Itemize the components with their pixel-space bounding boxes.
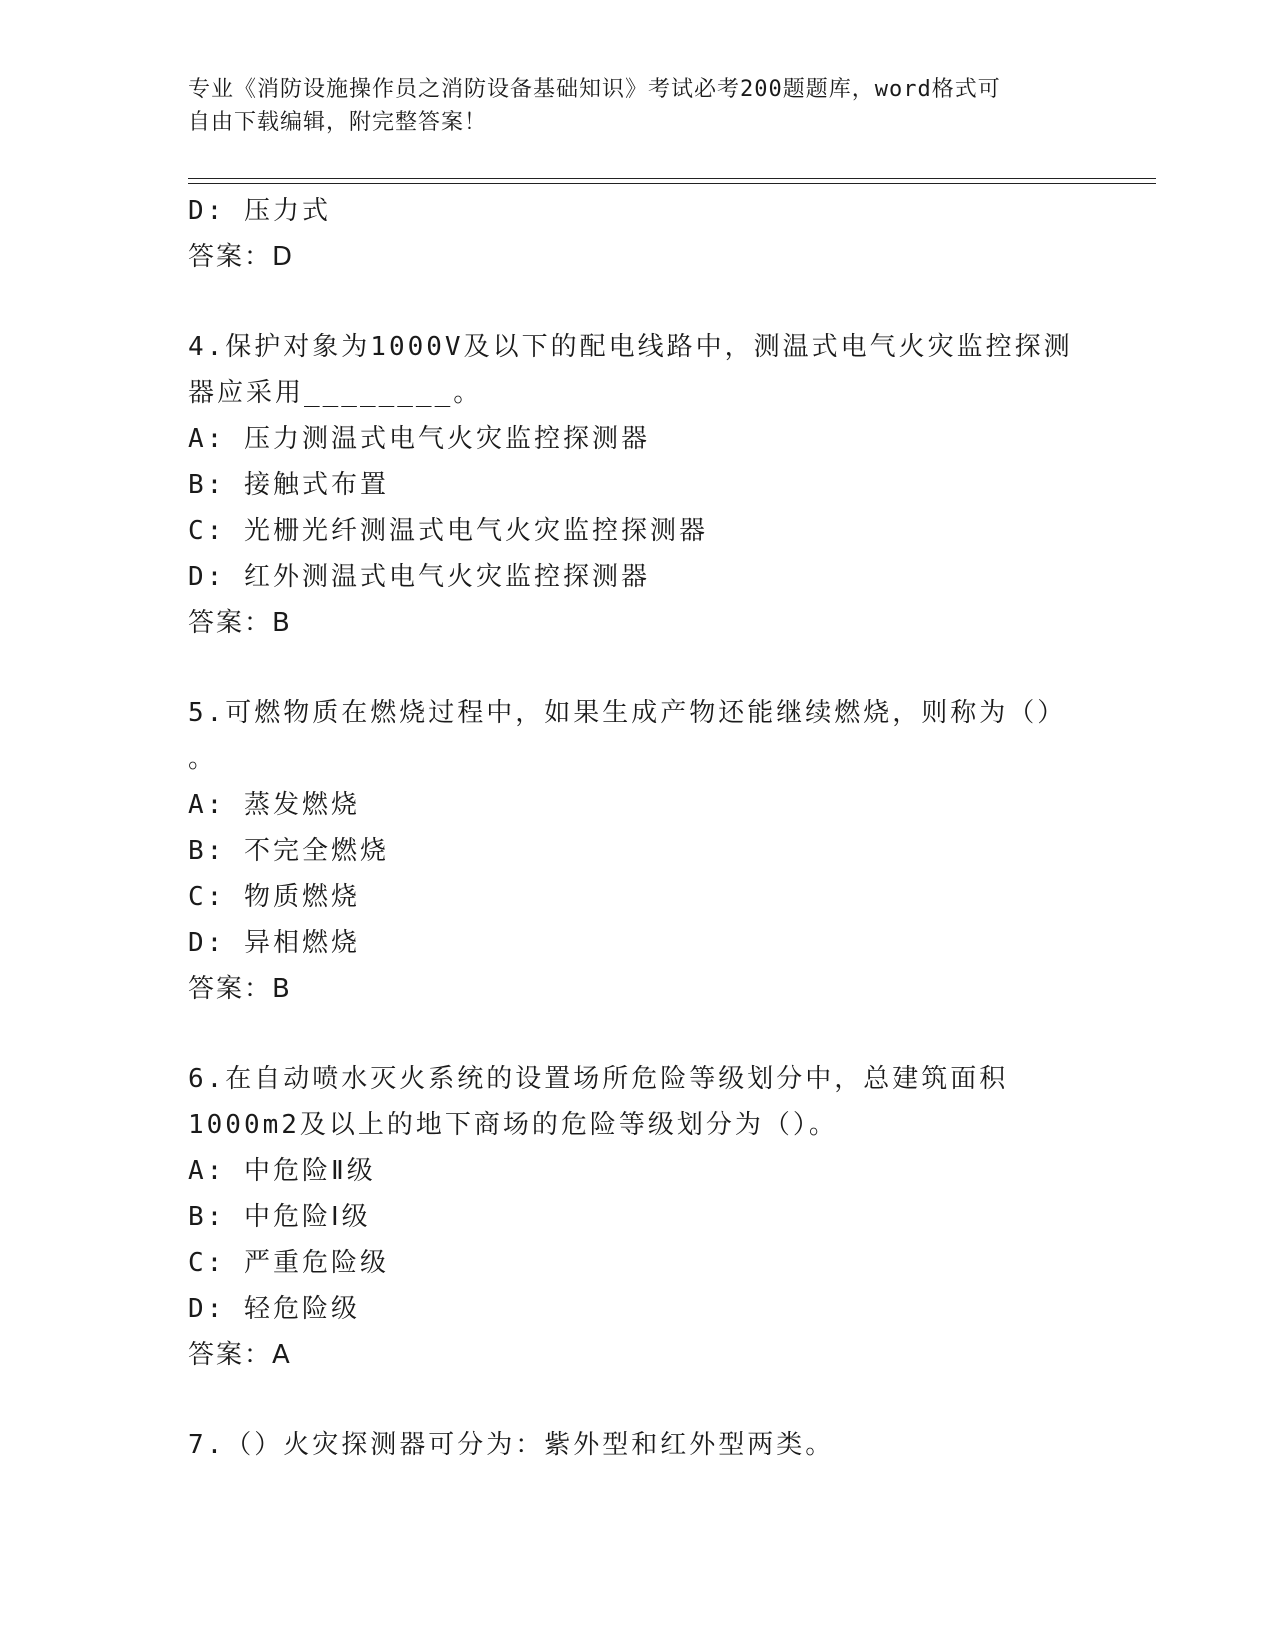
question-stem-line-2: 器应采用________。 [188,378,483,408]
option-a: A: 蒸发燃烧 [188,790,360,820]
header-divider-bottom [188,183,1156,184]
question-4 [188,324,1088,646]
header-divider-top [188,178,1156,179]
question-7 [188,1422,1088,1468]
option-d: D: 红外测温式电气火灾监控探测器 [188,562,650,592]
option-c: C: 物质燃烧 [188,882,360,912]
answer-line: 答案：B [188,608,292,638]
document-body [188,188,1088,1468]
document-header [188,73,1088,139]
question-stem-line-1: 5.可燃物质在燃烧过程中，如果生成产物还能继续燃烧，则称为（） [188,698,1067,728]
answer-line: 答案：B [188,974,292,1004]
question-6 [188,1056,1088,1378]
question-stem-line-2: 1000m2及以上的地下商场的危险等级划分为（）。 [188,1110,838,1140]
option-c: C: 光栅光纤测温式电气火灾监控探测器 [188,516,708,546]
answer-line: 答案：A [188,1340,292,1370]
option-a: A: 压力测温式电气火灾监控探测器 [188,424,650,454]
option-d: D: 异相燃烧 [188,928,360,958]
question-5 [188,690,1088,1012]
question-stem-line-2: 。 [188,744,218,774]
answer-line: 答案：D [188,242,295,272]
option-b: B: 接触式布置 [188,470,389,500]
option-d: D: 压力式 [188,196,331,226]
question-stem-line-1: 7.（）火灾探测器可分为：紫外型和红外型两类。 [188,1430,835,1460]
question-stem-line-1: 4.保护对象为1000V及以下的配电线路中，测温式电气火灾监控探测 [188,332,1073,362]
option-c: C: 严重危险级 [188,1248,389,1278]
question-stem-line-1: 6.在自动喷水灭火系统的设置场所危险等级划分中，总建筑面积 [188,1064,1009,1094]
header-line-2: 自由下载编辑，附完整答案！ [188,110,488,135]
option-b: B: 中危险Ⅰ级 [188,1202,371,1232]
option-d: D: 轻危险级 [188,1294,360,1324]
previous-question-tail [188,188,1088,280]
option-b: B: 不完全燃烧 [188,836,389,866]
header-line-1: 专业《消防设施操作员之消防设备基础知识》考试必考200题题库，word格式可 [188,77,1001,102]
option-a: A: 中危险Ⅱ级 [188,1156,376,1186]
